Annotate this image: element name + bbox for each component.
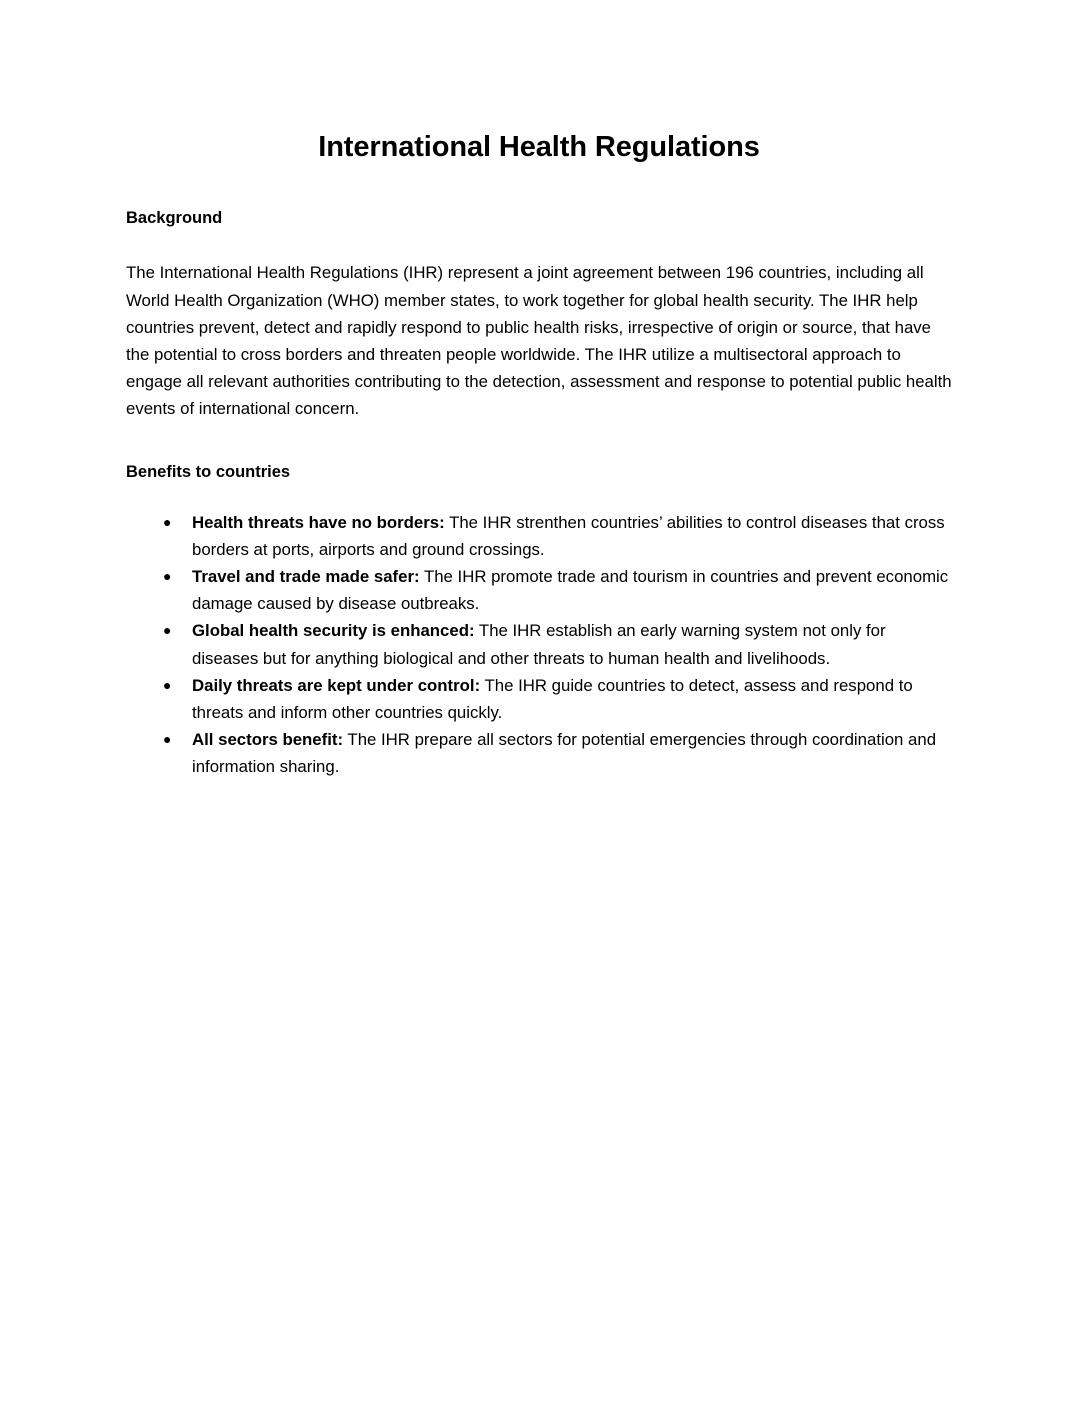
- section-heading-benefits: Benefits to countries: [126, 462, 291, 481]
- list-item: [126, 672, 952, 726]
- bullet-icon: ●: [163, 731, 172, 748]
- benefits-list: [126, 486, 952, 781]
- bullet-lead-in: Global health security is enhanced: [192, 621, 469, 641]
- bullet-lead-in: All sectors benefit: [192, 730, 338, 750]
- bullet-colon: :: [439, 512, 445, 532]
- list-item: [126, 617, 952, 671]
- bullet-colon: :: [468, 621, 475, 641]
- background-paragraph: The International Health Regulations (IHR) represent a joint agreement between 196 countries, including all World Health Organization (WHO) member states, to work together for global health security. The IHR help countries prevent, detect and rapidly respond to public health risks, irrespective of origin or source, that have the potential to cross borders and threaten people worldwide. The IHR utilize a multisectoral approach to engage all relevant authorities contributing to the detection, assessment and response to potential public health events of international concern.: [126, 263, 952, 419]
- bullet-colon: :: [414, 566, 420, 586]
- bullet-lead-in: Health threats have no borders: [192, 512, 440, 532]
- list-item: [126, 509, 952, 563]
- bullet-icon: ●: [163, 567, 172, 584]
- bullet-lead-in: Travel and trade made safer: [192, 566, 414, 586]
- bullet-text: The IHR establish an early warning system not only for diseases but for anything biological and other threats to human health and livelihoods.: [192, 621, 886, 668]
- bullet-icon: ●: [163, 513, 172, 530]
- document-content: [126, 0, 952, 781]
- bullet-text: The IHR promote trade and tourism in countries and prevent economic damage caused by disease outbreaks.: [192, 566, 949, 614]
- bullet-colon: :: [474, 675, 481, 695]
- list-item: [126, 563, 952, 617]
- list-item: [126, 726, 952, 780]
- bullet-lead-in: Daily threats are kept under control: [192, 675, 475, 695]
- bullet-colon: :: [337, 730, 344, 750]
- bullet-text: The IHR prepare all sectors for potential emergencies through coordination and information sharing.: [192, 730, 937, 777]
- bullet-text: The IHR guide countries to detect, assess and respond to threats and inform other countries quickly.: [192, 675, 913, 722]
- bullet-icon: ●: [163, 676, 172, 693]
- section-heading-background: Background: [126, 209, 223, 228]
- bullet-icon: ●: [163, 622, 172, 639]
- bullet-text: The IHR strenthen countries’ abilities to control diseases that cross borders at ports, airports and ground crossings.: [192, 512, 945, 559]
- page-title: International Health Regulations: [318, 131, 760, 163]
